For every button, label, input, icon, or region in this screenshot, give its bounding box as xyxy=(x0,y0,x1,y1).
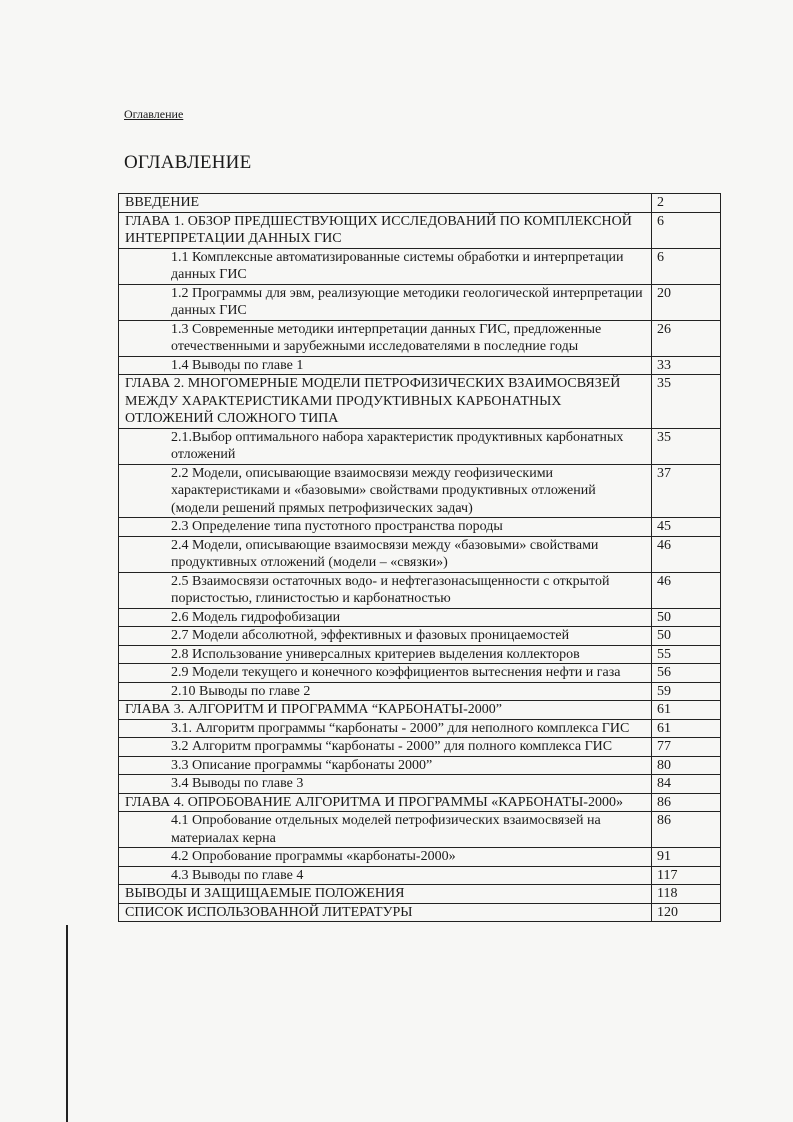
toc-chapter-row xyxy=(119,375,721,429)
toc-entry-title: 2.1.Выбор оптимального набора характеристик продуктивных карбонатных отложений xyxy=(119,428,652,464)
toc-section-row xyxy=(119,356,721,375)
toc-entry-page: 61 xyxy=(652,701,721,720)
toc-entry-title: 2.2 Модели, описывающие взаимосвязи между геофизическими характеристиками и «базовыми» свойствами продуктивных отложений (модели решений прямых петрофизических задач) xyxy=(119,464,652,518)
toc-section-row xyxy=(119,775,721,794)
toc-section-row xyxy=(119,572,721,608)
toc-section-row xyxy=(119,627,721,646)
toc-section-row xyxy=(119,682,721,701)
toc-entry-page: 26 xyxy=(652,320,721,356)
toc-entry-page: 46 xyxy=(652,572,721,608)
toc-entry-page: 45 xyxy=(652,518,721,537)
toc-entry-title: 1.3 Современные методики интерпретации данных ГИС, предложенные отечественными и зарубежными исследователями в последние годы xyxy=(119,320,652,356)
toc-entry-page: 84 xyxy=(652,775,721,794)
page-title: ОГЛАВЛЕНИЕ xyxy=(124,152,252,173)
toc-entry-page: 50 xyxy=(652,608,721,627)
toc-entry-page: 37 xyxy=(652,464,721,518)
toc-entry-page: 59 xyxy=(652,682,721,701)
toc-entry-page: 6 xyxy=(652,248,721,284)
toc-table xyxy=(118,193,721,922)
toc-entry-title: 2.10 Выводы по главе 2 xyxy=(119,682,652,701)
toc-section-row xyxy=(119,464,721,518)
toc-entry-page: 46 xyxy=(652,536,721,572)
toc-entry-page: 55 xyxy=(652,645,721,664)
toc-entry-title: 2.5 Взаимосвязи остаточных водо- и нефтегазонасыщенности с открытой пористостью, глинистостью и карбонатностью xyxy=(119,572,652,608)
toc-entry-page: 118 xyxy=(652,885,721,904)
toc-entry-title: ГЛАВА 4. ОПРОБОВАНИЕ АЛГОРИТМА И ПРОГРАММЫ «КАРБОНАТЫ-2000» xyxy=(119,793,652,812)
toc-section-row xyxy=(119,608,721,627)
toc-entry-title: 3.3 Описание программы “карбонаты 2000” xyxy=(119,756,652,775)
toc-section-row xyxy=(119,866,721,885)
toc-chapter-row xyxy=(119,212,721,248)
toc-entry-title: ГЛАВА 3. АЛГОРИТМ И ПРОГРАММА “КАРБОНАТЫ-2000” xyxy=(119,701,652,720)
toc-chapter-row xyxy=(119,885,721,904)
toc-section-row xyxy=(119,536,721,572)
toc-section-row xyxy=(119,719,721,738)
toc-entry-page: 120 xyxy=(652,903,721,922)
toc-entry-page: 80 xyxy=(652,756,721,775)
toc-section-row xyxy=(119,248,721,284)
toc-section-row xyxy=(119,738,721,757)
toc-entry-title: 1.1 Комплексные автоматизированные системы обработки и интерпретации данных ГИС xyxy=(119,248,652,284)
scan-edge-line xyxy=(66,925,68,1122)
toc-section-row xyxy=(119,812,721,848)
toc-entry-title: 2.7 Модели абсолютной, эффективных и фазовых проницаемостей xyxy=(119,627,652,646)
toc-entry-title: ГЛАВА 1. ОБЗОР ПРЕДШЕСТВУЮЩИХ ИССЛЕДОВАНИЙ ПО КОМПЛЕКСНОЙ ИНТЕРПРЕТАЦИИ ДАННЫХ ГИС xyxy=(119,212,652,248)
toc-entry-title: 3.4 Выводы по главе 3 xyxy=(119,775,652,794)
toc-entry-title: 3.2 Алгоритм программы “карбонаты - 2000” для полного комплекса ГИС xyxy=(119,738,652,757)
toc-entry-title: 2.6 Модель гидрофобизации xyxy=(119,608,652,627)
toc-entry-page: 86 xyxy=(652,793,721,812)
toc-entry-title: 1.2 Программы для эвм, реализующие методики геологической интерпретации данных ГИС xyxy=(119,284,652,320)
toc-chapter-row xyxy=(119,903,721,922)
toc-section-row xyxy=(119,645,721,664)
toc-section-row xyxy=(119,428,721,464)
toc-entry-title: 3.1. Алгоритм программы “карбонаты - 2000” для неполного комплекса ГИС xyxy=(119,719,652,738)
toc-section-row xyxy=(119,284,721,320)
running-header: Оглавление xyxy=(124,107,184,121)
toc-chapter-row xyxy=(119,194,721,213)
toc-entry-page: 33 xyxy=(652,356,721,375)
toc-chapter-row xyxy=(119,701,721,720)
toc-entry-title: 4.1 Опробование отдельных моделей петрофизических взаимосвязей на материалах керна xyxy=(119,812,652,848)
toc-entry-title: СПИСОК ИСПОЛЬЗОВАННОЙ ЛИТЕРАТУРЫ xyxy=(119,903,652,922)
toc-entry-page: 91 xyxy=(652,848,721,867)
toc-entry-page: 20 xyxy=(652,284,721,320)
toc-chapter-row xyxy=(119,793,721,812)
toc-entry-title: ВВЕДЕНИЕ xyxy=(119,194,652,213)
toc-entry-title: ГЛАВА 2. МНОГОМЕРНЫЕ МОДЕЛИ ПЕТРОФИЗИЧЕСКИХ ВЗАИМОСВЯЗЕЙ МЕЖДУ ХАРАКТЕРИСТИКАМИ ПРОДУКТИВНЫХ КАРБОНАТНЫХ ОТЛОЖЕНИЙ СЛОЖНОГО ТИПА xyxy=(119,375,652,429)
toc-entry-title: 2.3 Определение типа пустотного пространства породы xyxy=(119,518,652,537)
toc-entry-page: 86 xyxy=(652,812,721,848)
toc-section-row xyxy=(119,664,721,683)
toc-entry-page: 2 xyxy=(652,194,721,213)
toc-entry-page: 61 xyxy=(652,719,721,738)
toc-entry-title: 2.9 Модели текущего и конечного коэффициентов вытеснения нефти и газа xyxy=(119,664,652,683)
toc-entry-page: 56 xyxy=(652,664,721,683)
toc-entry-title: 1.4 Выводы по главе 1 xyxy=(119,356,652,375)
toc-entry-page: 77 xyxy=(652,738,721,757)
toc-section-row xyxy=(119,848,721,867)
toc-entry-page: 6 xyxy=(652,212,721,248)
toc-entry-page: 35 xyxy=(652,375,721,429)
toc-entry-title: 2.4 Модели, описывающие взаимосвязи между «базовыми» свойствами продуктивных отложений (модели – «связки») xyxy=(119,536,652,572)
toc-entry-page: 117 xyxy=(652,866,721,885)
toc-entry-title: 4.3 Выводы по главе 4 xyxy=(119,866,652,885)
toc-section-row xyxy=(119,320,721,356)
toc-section-row xyxy=(119,756,721,775)
toc-entry-title: 2.8 Использование универсалных критериев выделения коллекторов xyxy=(119,645,652,664)
toc-entry-page: 35 xyxy=(652,428,721,464)
toc-entry-title: 4.2 Опробование программы «карбонаты-2000» xyxy=(119,848,652,867)
toc-section-row xyxy=(119,518,721,537)
toc-entry-title: ВЫВОДЫ И ЗАЩИЩАЕМЫЕ ПОЛОЖЕНИЯ xyxy=(119,885,652,904)
toc-entry-page: 50 xyxy=(652,627,721,646)
